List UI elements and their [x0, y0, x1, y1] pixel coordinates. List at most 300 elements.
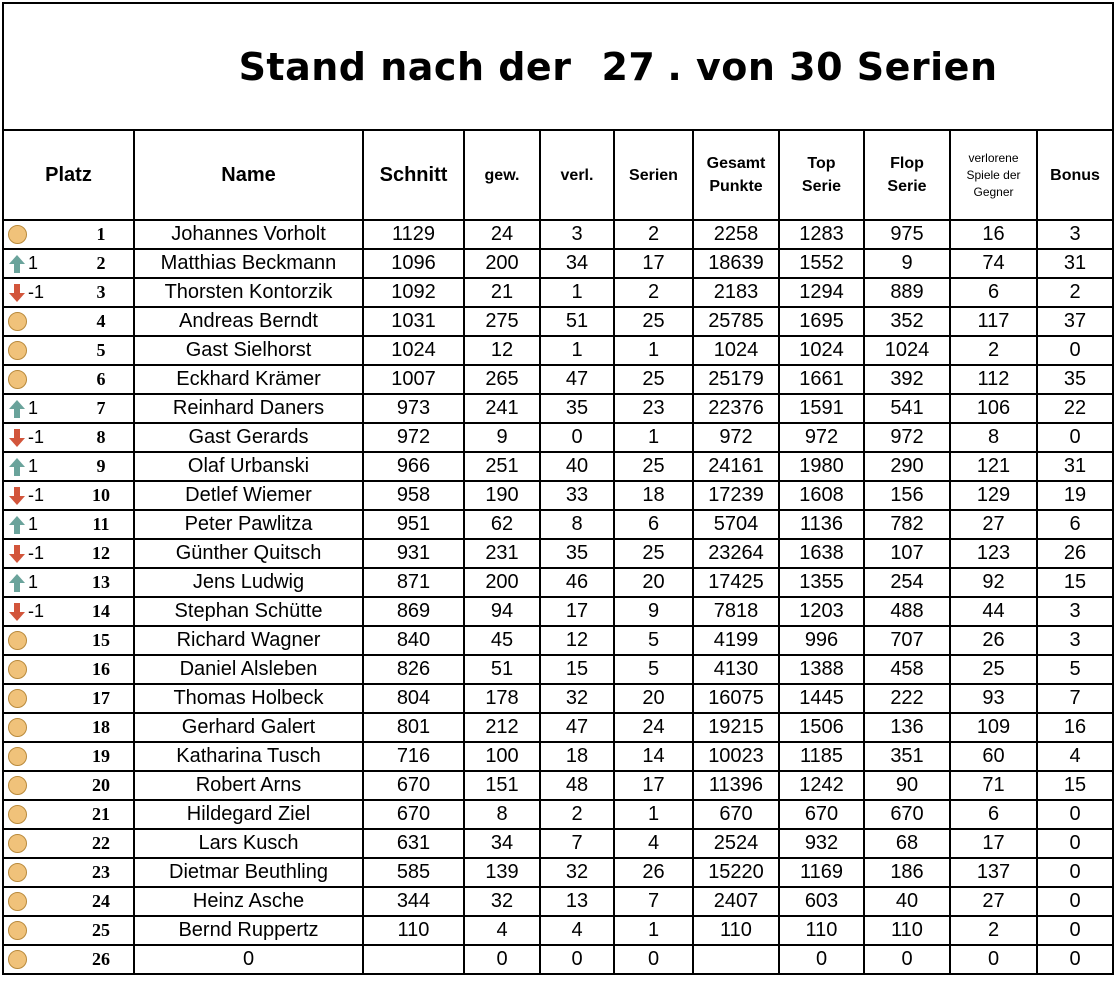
- top-cell: 1608: [779, 481, 864, 510]
- schnitt-cell: 826: [363, 655, 464, 684]
- gew-cell: 139: [464, 858, 540, 887]
- schnitt-cell: 951: [363, 510, 464, 539]
- name-cell: Dietmar Beuthling: [134, 858, 363, 887]
- rank-change: -1: [28, 485, 45, 506]
- gesamt-cell: 18639: [693, 249, 779, 278]
- gesamt-cell: 110: [693, 916, 779, 945]
- gew-cell: 251: [464, 452, 540, 481]
- serien-cell: 25: [614, 452, 693, 481]
- table-row: [3, 452, 1113, 481]
- flop-cell: 68: [864, 829, 950, 858]
- name-cell: Stephan Schütte: [134, 597, 363, 626]
- trend-cell: [3, 887, 69, 916]
- name-cell: Detlef Wiemer: [134, 481, 363, 510]
- name-cell: Reinhard Daners: [134, 394, 363, 423]
- verl-cell: 34: [540, 249, 614, 278]
- serien-cell: 4: [614, 829, 693, 858]
- serien-cell: 14: [614, 742, 693, 771]
- top-cell: 1355: [779, 568, 864, 597]
- gesamt-cell: 15220: [693, 858, 779, 887]
- arrow-down-icon: [8, 428, 26, 448]
- rank-cell: 7: [69, 394, 134, 423]
- header-verlorene-spiele: [950, 130, 1037, 220]
- verl-cell: 17: [540, 597, 614, 626]
- unchanged-dot-icon: [8, 312, 27, 331]
- flop-cell: 782: [864, 510, 950, 539]
- gesamt-cell: 23264: [693, 539, 779, 568]
- flop-cell: 290: [864, 452, 950, 481]
- table-row: [3, 771, 1113, 800]
- verlorene-cell: 92: [950, 568, 1037, 597]
- table-row: [3, 423, 1113, 452]
- top-cell: 1980: [779, 452, 864, 481]
- gesamt-cell: 24161: [693, 452, 779, 481]
- gew-cell: 45: [464, 626, 540, 655]
- rank-change: 1: [28, 253, 39, 274]
- verlorene-cell: 123: [950, 539, 1037, 568]
- table-row: [3, 365, 1113, 394]
- header-flop-line2: Serie: [887, 178, 927, 195]
- verl-cell: 48: [540, 771, 614, 800]
- unchanged-dot-icon: [8, 950, 27, 969]
- verl-cell: 32: [540, 858, 614, 887]
- bonus-cell: 3: [1037, 220, 1113, 249]
- header-bonus: Bonus: [1037, 130, 1113, 220]
- trend-cell: [3, 829, 69, 858]
- rank-cell: 2: [69, 249, 134, 278]
- unchanged-dot-icon: [8, 718, 27, 737]
- rank-cell: 16: [69, 655, 134, 684]
- verlorene-cell: 8: [950, 423, 1037, 452]
- unchanged-dot-icon: [8, 863, 27, 882]
- serien-cell: 25: [614, 539, 693, 568]
- top-cell: 972: [779, 423, 864, 452]
- bonus-cell: 0: [1037, 916, 1113, 945]
- serien-cell: 2: [614, 220, 693, 249]
- standings-document: [2, 2, 1112, 975]
- trend-cell: [3, 394, 69, 423]
- schnitt-cell: 716: [363, 742, 464, 771]
- header-platz: Platz: [3, 130, 134, 220]
- name-cell: Bernd Ruppertz: [134, 916, 363, 945]
- bonus-cell: 5: [1037, 655, 1113, 684]
- gesamt-cell: 11396: [693, 771, 779, 800]
- gew-cell: 178: [464, 684, 540, 713]
- rank-cell: 5: [69, 336, 134, 365]
- bonus-cell: 4: [1037, 742, 1113, 771]
- top-cell: 603: [779, 887, 864, 916]
- flop-cell: 9: [864, 249, 950, 278]
- gesamt-cell: 4130: [693, 655, 779, 684]
- top-cell: 1024: [779, 336, 864, 365]
- verl-cell: 46: [540, 568, 614, 597]
- flop-cell: 254: [864, 568, 950, 597]
- verl-cell: 1: [540, 336, 614, 365]
- verlorene-cell: 6: [950, 278, 1037, 307]
- name-cell: Thorsten Kontorzik: [134, 278, 363, 307]
- header-gesamt-line2: Punkte: [709, 178, 763, 195]
- schnitt-cell: 931: [363, 539, 464, 568]
- standings-body: [3, 220, 1113, 974]
- arrow-up-icon: [8, 399, 26, 419]
- rank-cell: 14: [69, 597, 134, 626]
- unchanged-dot-icon: [8, 776, 27, 795]
- top-cell: 1445: [779, 684, 864, 713]
- rank-cell: 26: [69, 945, 134, 974]
- serien-cell: 25: [614, 307, 693, 336]
- gew-cell: 0: [464, 945, 540, 974]
- top-cell: 1242: [779, 771, 864, 800]
- rank-cell: 13: [69, 568, 134, 597]
- flop-cell: 889: [864, 278, 950, 307]
- schnitt-cell: [363, 945, 464, 974]
- bonus-cell: 19: [1037, 481, 1113, 510]
- verlorene-cell: 137: [950, 858, 1037, 887]
- name-cell: Katharina Tusch: [134, 742, 363, 771]
- gew-cell: 34: [464, 829, 540, 858]
- trend-cell: [3, 452, 69, 481]
- trend-cell: [3, 510, 69, 539]
- gew-cell: 32: [464, 887, 540, 916]
- verlorene-cell: 121: [950, 452, 1037, 481]
- trend-cell: [3, 307, 69, 336]
- trend-cell: [3, 481, 69, 510]
- verl-cell: 35: [540, 539, 614, 568]
- title-prefix: Stand nach der: [238, 44, 572, 89]
- arrow-down-icon: [8, 602, 26, 622]
- top-cell: 1506: [779, 713, 864, 742]
- top-cell: 1591: [779, 394, 864, 423]
- top-cell: 1294: [779, 278, 864, 307]
- flop-cell: 352: [864, 307, 950, 336]
- serien-cell: 18: [614, 481, 693, 510]
- gesamt-cell: 972: [693, 423, 779, 452]
- rank-cell: 3: [69, 278, 134, 307]
- name-cell: Olaf Urbanski: [134, 452, 363, 481]
- trend-cell: [3, 423, 69, 452]
- flop-cell: 136: [864, 713, 950, 742]
- gesamt-cell: 22376: [693, 394, 779, 423]
- table-row: [3, 510, 1113, 539]
- top-cell: 670: [779, 800, 864, 829]
- gesamt-cell: 2258: [693, 220, 779, 249]
- schnitt-cell: 804: [363, 684, 464, 713]
- gesamt-cell: 670: [693, 800, 779, 829]
- schnitt-cell: 1007: [363, 365, 464, 394]
- schnitt-cell: 801: [363, 713, 464, 742]
- bonus-cell: 0: [1037, 858, 1113, 887]
- gew-cell: 24: [464, 220, 540, 249]
- page-title: [4, 45, 1112, 89]
- table-row: [3, 800, 1113, 829]
- trend-cell: [3, 220, 69, 249]
- schnitt-cell: 871: [363, 568, 464, 597]
- unchanged-dot-icon: [8, 689, 27, 708]
- gew-cell: 212: [464, 713, 540, 742]
- verlorene-cell: 117: [950, 307, 1037, 336]
- flop-cell: 110: [864, 916, 950, 945]
- bonus-cell: 7: [1037, 684, 1113, 713]
- trend-cell: [3, 916, 69, 945]
- serien-cell: 20: [614, 568, 693, 597]
- gew-cell: 21: [464, 278, 540, 307]
- header-gesamt-line1: Gesamt: [706, 155, 766, 172]
- serien-cell: 2: [614, 278, 693, 307]
- name-cell: Thomas Holbeck: [134, 684, 363, 713]
- table-row: [3, 568, 1113, 597]
- gesamt-cell: 17239: [693, 481, 779, 510]
- gew-cell: 51: [464, 655, 540, 684]
- gesamt-cell: 25179: [693, 365, 779, 394]
- trend-cell: [3, 742, 69, 771]
- rank-cell: 12: [69, 539, 134, 568]
- name-cell: Gerhard Galert: [134, 713, 363, 742]
- serien-cell: 5: [614, 655, 693, 684]
- rank-cell: 24: [69, 887, 134, 916]
- gew-cell: 190: [464, 481, 540, 510]
- verlorene-cell: 2: [950, 916, 1037, 945]
- name-cell: Gast Sielhorst: [134, 336, 363, 365]
- rank-cell: 8: [69, 423, 134, 452]
- gew-cell: 12: [464, 336, 540, 365]
- verlorene-cell: 0: [950, 945, 1037, 974]
- arrow-down-icon: [8, 544, 26, 564]
- serien-cell: 6: [614, 510, 693, 539]
- trend-cell: [3, 278, 69, 307]
- gesamt-cell: 5704: [693, 510, 779, 539]
- serien-cell: 0: [614, 945, 693, 974]
- top-cell: 1136: [779, 510, 864, 539]
- gew-cell: 94: [464, 597, 540, 626]
- header-top-line1: Top: [807, 155, 836, 172]
- schnitt-cell: 958: [363, 481, 464, 510]
- flop-cell: 541: [864, 394, 950, 423]
- rank-cell: 15: [69, 626, 134, 655]
- rank-cell: 10: [69, 481, 134, 510]
- top-cell: 1638: [779, 539, 864, 568]
- header-gesamt-punkte: [693, 130, 779, 220]
- schnitt-cell: 973: [363, 394, 464, 423]
- schnitt-cell: 840: [363, 626, 464, 655]
- gew-cell: 8: [464, 800, 540, 829]
- rank-change: 1: [28, 514, 39, 535]
- name-cell: Günther Quitsch: [134, 539, 363, 568]
- trend-cell: [3, 713, 69, 742]
- table-row: [3, 394, 1113, 423]
- rank-cell: 4: [69, 307, 134, 336]
- flop-cell: 222: [864, 684, 950, 713]
- flop-cell: 670: [864, 800, 950, 829]
- name-cell: Hildegard Ziel: [134, 800, 363, 829]
- table-row: [3, 481, 1113, 510]
- top-cell: 1552: [779, 249, 864, 278]
- rank-cell: 21: [69, 800, 134, 829]
- verlorene-cell: 74: [950, 249, 1037, 278]
- schnitt-cell: 966: [363, 452, 464, 481]
- header-top-serie: [779, 130, 864, 220]
- bonus-cell: 35: [1037, 365, 1113, 394]
- verl-cell: 35: [540, 394, 614, 423]
- top-cell: 110: [779, 916, 864, 945]
- top-cell: 1388: [779, 655, 864, 684]
- top-cell: 1169: [779, 858, 864, 887]
- trend-cell: [3, 655, 69, 684]
- arrow-up-icon: [8, 457, 26, 477]
- flop-cell: 90: [864, 771, 950, 800]
- schnitt-cell: 344: [363, 887, 464, 916]
- verl-cell: 3: [540, 220, 614, 249]
- header-serien: Serien: [614, 130, 693, 220]
- gesamt-cell: 1024: [693, 336, 779, 365]
- rank-change: -1: [28, 543, 45, 564]
- flop-cell: 0: [864, 945, 950, 974]
- bonus-cell: 15: [1037, 568, 1113, 597]
- table-row: [3, 829, 1113, 858]
- verl-cell: 13: [540, 887, 614, 916]
- verl-cell: 15: [540, 655, 614, 684]
- header-verlorene-line2: Spiele der: [966, 167, 1021, 182]
- flop-cell: 392: [864, 365, 950, 394]
- bonus-cell: 22: [1037, 394, 1113, 423]
- schnitt-cell: 670: [363, 771, 464, 800]
- name-cell: Lars Kusch: [134, 829, 363, 858]
- verlorene-cell: 60: [950, 742, 1037, 771]
- rank-change: 1: [28, 398, 39, 419]
- header-verlorene-line1: verlorene: [968, 150, 1019, 165]
- rank-change: -1: [28, 282, 45, 303]
- name-cell: Matthias Beckmann: [134, 249, 363, 278]
- bonus-cell: 6: [1037, 510, 1113, 539]
- gew-cell: 4: [464, 916, 540, 945]
- gesamt-cell: 25785: [693, 307, 779, 336]
- verlorene-cell: 109: [950, 713, 1037, 742]
- rank-change: 1: [28, 572, 39, 593]
- schnitt-cell: 972: [363, 423, 464, 452]
- bonus-cell: 16: [1037, 713, 1113, 742]
- top-cell: 932: [779, 829, 864, 858]
- gew-cell: 275: [464, 307, 540, 336]
- table-row: [3, 249, 1113, 278]
- bonus-cell: 0: [1037, 887, 1113, 916]
- verl-cell: 47: [540, 365, 614, 394]
- gew-cell: 9: [464, 423, 540, 452]
- arrow-up-icon: [8, 254, 26, 274]
- serien-cell: 1: [614, 800, 693, 829]
- serien-cell: 20: [614, 684, 693, 713]
- gesamt-cell: 10023: [693, 742, 779, 771]
- standings-table: [2, 2, 1114, 975]
- serien-cell: 1: [614, 336, 693, 365]
- flop-cell: 351: [864, 742, 950, 771]
- gesamt-cell: 2183: [693, 278, 779, 307]
- bonus-cell: 31: [1037, 249, 1113, 278]
- flop-cell: 975: [864, 220, 950, 249]
- bonus-cell: 0: [1037, 800, 1113, 829]
- unchanged-dot-icon: [8, 370, 27, 389]
- bonus-cell: 3: [1037, 626, 1113, 655]
- serien-cell: 17: [614, 771, 693, 800]
- verlorene-cell: 93: [950, 684, 1037, 713]
- gesamt-cell: 4199: [693, 626, 779, 655]
- gesamt-cell: 2524: [693, 829, 779, 858]
- unchanged-dot-icon: [8, 834, 27, 853]
- schnitt-cell: 110: [363, 916, 464, 945]
- flop-cell: 488: [864, 597, 950, 626]
- rank-cell: 6: [69, 365, 134, 394]
- top-cell: 0: [779, 945, 864, 974]
- gew-cell: 151: [464, 771, 540, 800]
- gew-cell: 62: [464, 510, 540, 539]
- verlorene-cell: 16: [950, 220, 1037, 249]
- flop-cell: 107: [864, 539, 950, 568]
- title-banner: [3, 3, 1113, 130]
- verl-cell: 0: [540, 423, 614, 452]
- table-row: [3, 539, 1113, 568]
- verl-cell: 1: [540, 278, 614, 307]
- unchanged-dot-icon: [8, 225, 27, 244]
- top-cell: 1283: [779, 220, 864, 249]
- gew-cell: 100: [464, 742, 540, 771]
- gesamt-cell: [693, 945, 779, 974]
- trend-cell: [3, 336, 69, 365]
- rank-change: -1: [28, 427, 45, 448]
- verl-cell: 40: [540, 452, 614, 481]
- top-cell: 1661: [779, 365, 864, 394]
- verl-cell: 2: [540, 800, 614, 829]
- table-row: [3, 916, 1113, 945]
- arrow-up-icon: [8, 573, 26, 593]
- bonus-cell: 31: [1037, 452, 1113, 481]
- table-row: [3, 307, 1113, 336]
- title-suffix: . von 30 Serien: [667, 44, 998, 89]
- gesamt-cell: 2407: [693, 887, 779, 916]
- verl-cell: 51: [540, 307, 614, 336]
- bonus-cell: 15: [1037, 771, 1113, 800]
- verlorene-cell: 112: [950, 365, 1037, 394]
- table-row: [3, 278, 1113, 307]
- gew-cell: 241: [464, 394, 540, 423]
- header-verl: verl.: [540, 130, 614, 220]
- table-row: [3, 597, 1113, 626]
- name-cell: Heinz Asche: [134, 887, 363, 916]
- rank-cell: 18: [69, 713, 134, 742]
- table-row: [3, 858, 1113, 887]
- verlorene-cell: 25: [950, 655, 1037, 684]
- serien-cell: 7: [614, 887, 693, 916]
- flop-cell: 458: [864, 655, 950, 684]
- table-row: [3, 626, 1113, 655]
- unchanged-dot-icon: [8, 805, 27, 824]
- rank-cell: 9: [69, 452, 134, 481]
- bonus-cell: 0: [1037, 829, 1113, 858]
- rank-cell: 25: [69, 916, 134, 945]
- trend-cell: [3, 800, 69, 829]
- unchanged-dot-icon: [8, 892, 27, 911]
- name-cell: 0: [134, 945, 363, 974]
- flop-cell: 707: [864, 626, 950, 655]
- header-top-line2: Serie: [801, 178, 842, 195]
- schnitt-cell: 1092: [363, 278, 464, 307]
- verlorene-cell: 6: [950, 800, 1037, 829]
- name-cell: Andreas Berndt: [134, 307, 363, 336]
- gew-cell: 265: [464, 365, 540, 394]
- rank-cell: 11: [69, 510, 134, 539]
- title-series-number: 27: [601, 44, 656, 89]
- rank-cell: 1: [69, 220, 134, 249]
- rank-change: -1: [28, 601, 45, 622]
- serien-cell: 17: [614, 249, 693, 278]
- verl-cell: 18: [540, 742, 614, 771]
